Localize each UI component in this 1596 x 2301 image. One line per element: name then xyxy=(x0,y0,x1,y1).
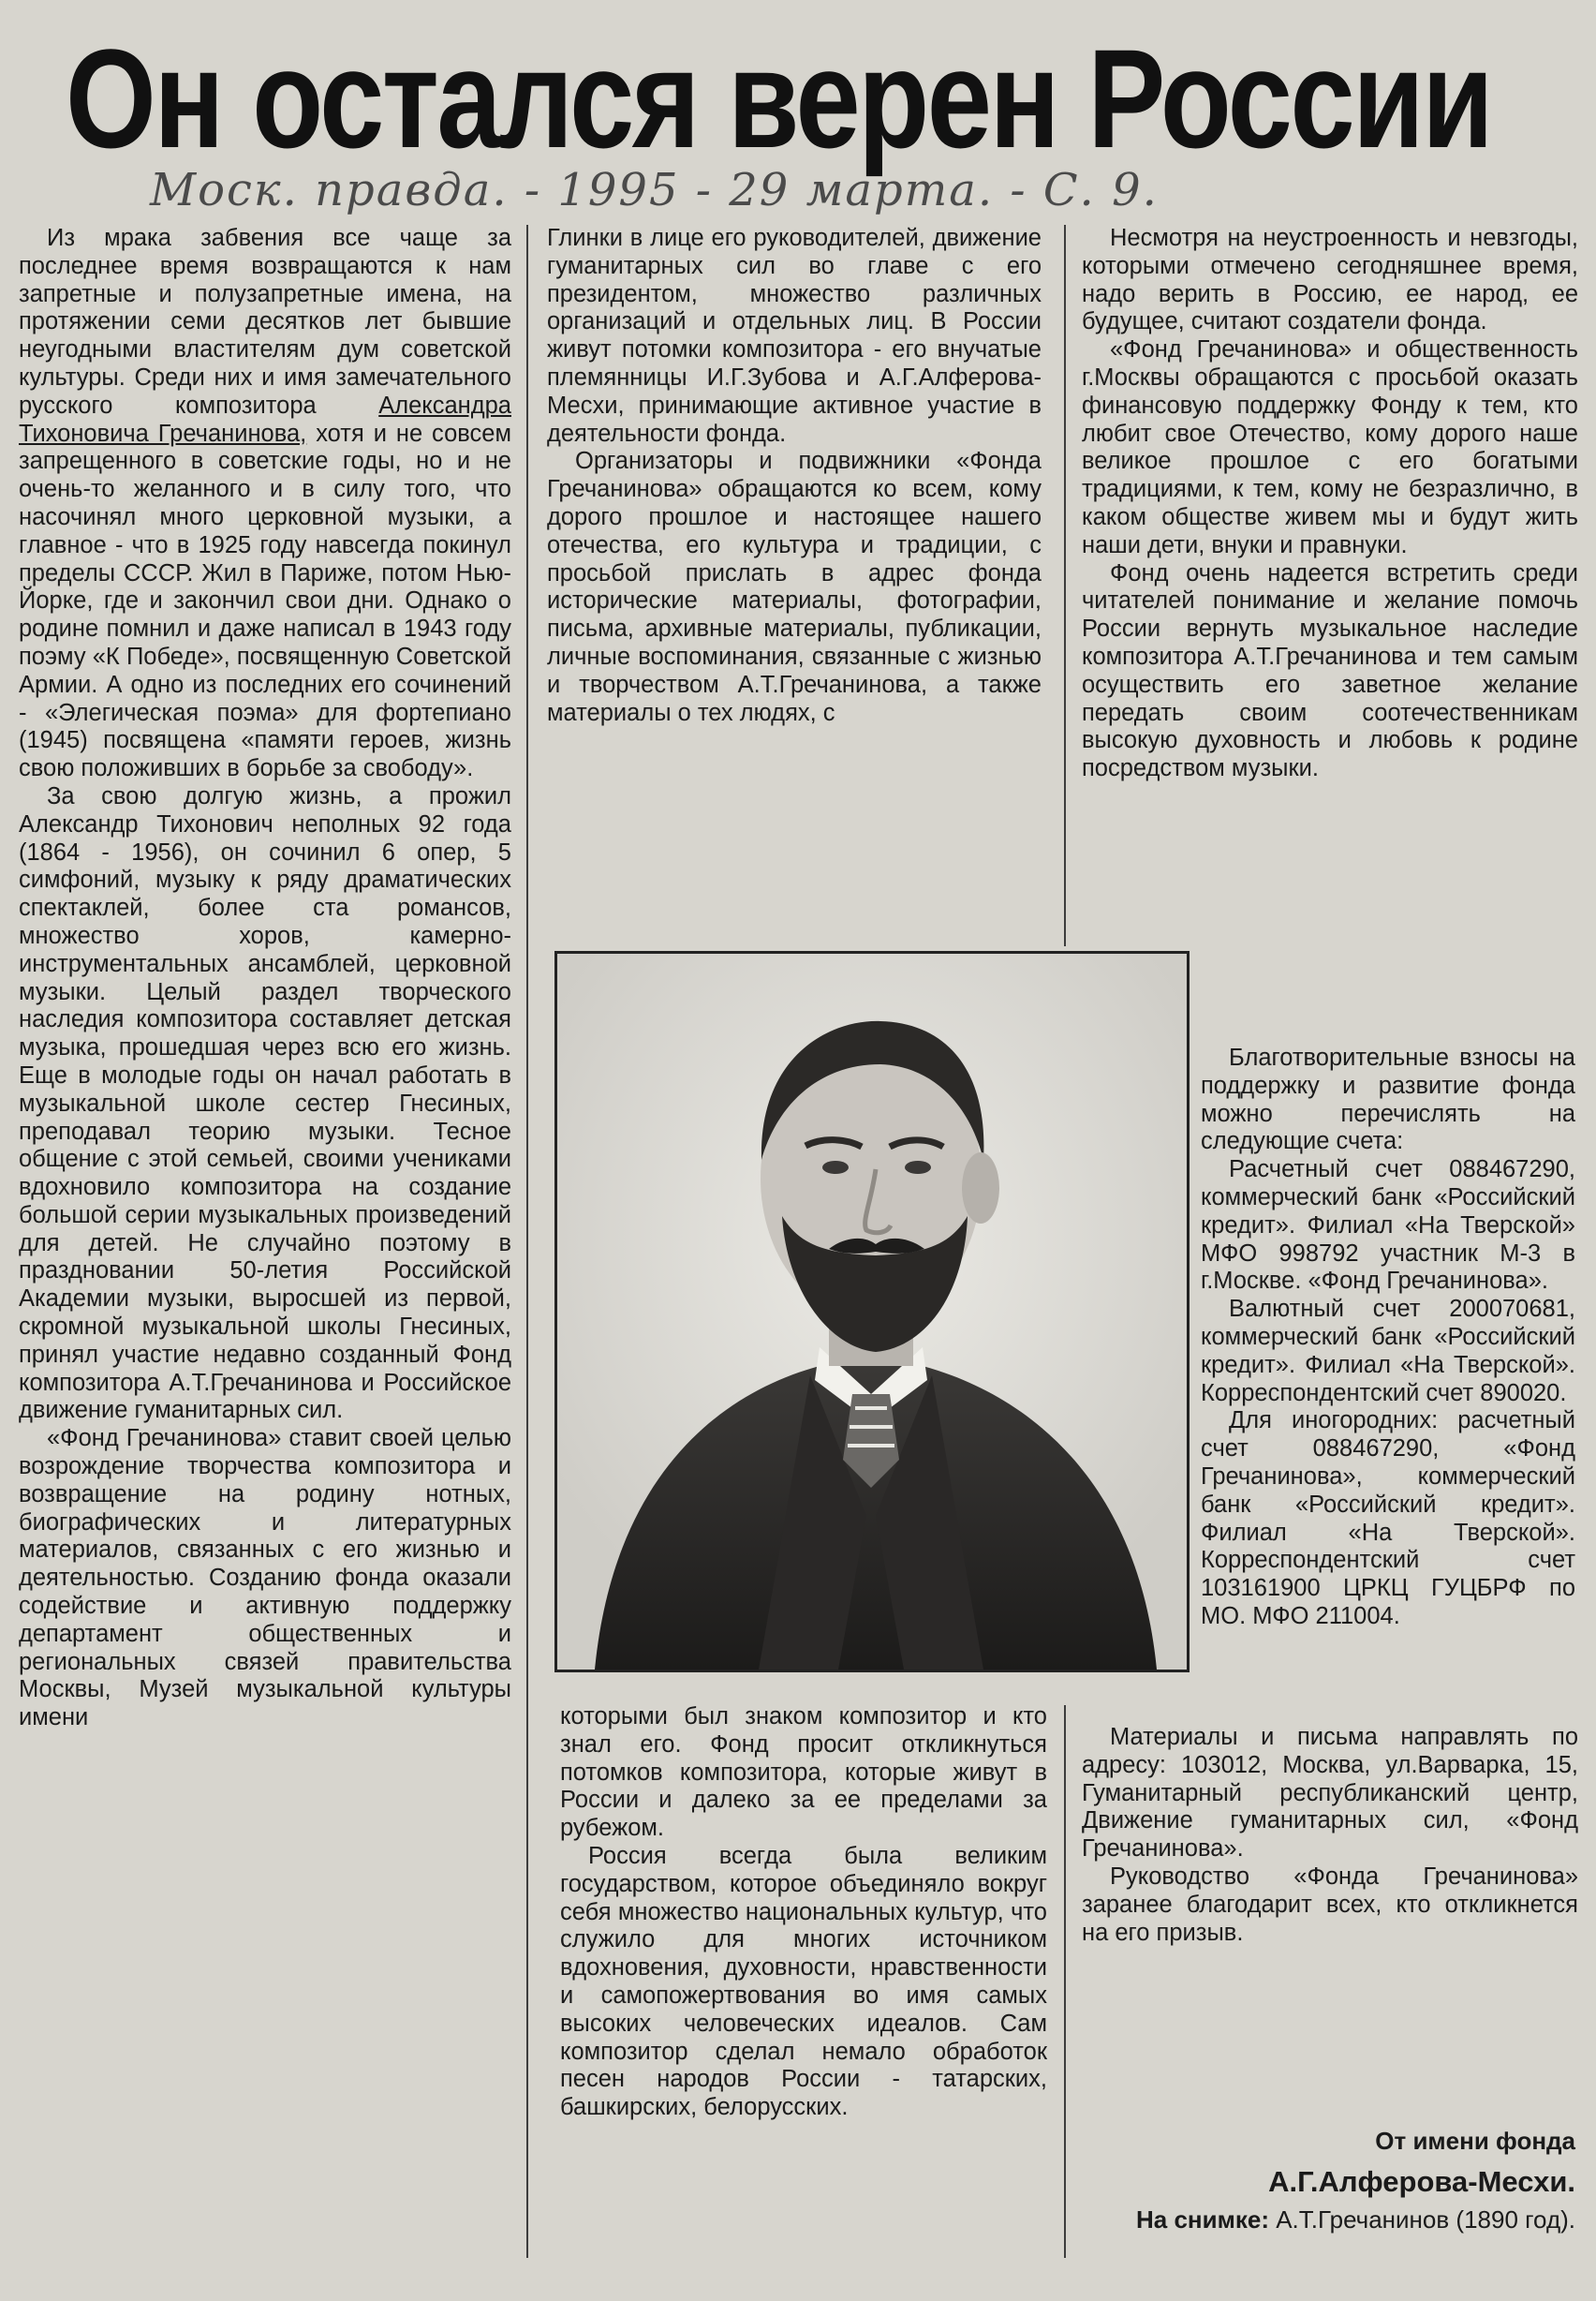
column-2-top xyxy=(547,225,1042,727)
col1-p1-text-b: хотя и не совсем запрещенного в советские годы, но и не очень-то желанного и в силу того, что насочинял много церковной музыки, а главное - что в 1925 году навсегда покинул пределы СССР. Жил в Париже, потом Нью-Йорке, где и закончил свои дни. Однако о родине помнил и даже написал в 1943 году поэму «К Победе», посвященную Советской Армии. А одно из последних его сочинений - «Элегическая поэма» для фортепиано (1945) посвящена «памяти героев, жизнь свою положивших в борьбе за свободу». xyxy=(19,420,511,782)
author-name: А.Г.Алферова-Месхи. xyxy=(1268,2165,1575,2198)
underlined-name: Александра Тихоновича Гречанинова, xyxy=(19,392,511,447)
portrait-photo xyxy=(554,951,1190,1672)
column-divider-2 xyxy=(1064,225,1066,946)
caption-label: На снимке: xyxy=(1136,2205,1269,2234)
col3-paragraph-2: «Фонд Гречанинова» и общественность г.Москвы обращаются с просьбой оказать финансовую поддержку Фонду к тем, кто любит свое Отечество, кому дорого наше великое прошлое с его богатыми традициями, к тем, кому не безразлично, в каком обществе живем мы и будут жить наши дети, внуки и правнуки. xyxy=(1082,336,1578,558)
column-divider-3 xyxy=(1064,1705,1066,2258)
signature-on-behalf xyxy=(1082,2127,1575,2155)
column-1 xyxy=(19,225,511,1732)
col2-paragraph-1: Глинки в лице его руководителей, движение гуманитарных сил во главе с его президентом, множество различных организаций и отдельных лиц. В России живут потомки композитора - его внучатые племянницы И.Г.Зубова и А.Г.Алферова-Месхи, принимающие активное участие в деятельности фонда. xyxy=(547,225,1042,447)
col1-paragraph-2: За свою долгую жизнь, а прожил Александр Тихонович неполных 92 года (1864 - 1956), он сочинил 6 опер, 5 симфоний, музыку к ряду драматических спектаклей, более ста романсов, множество хоров, камерно-инструментальных ансамблей, церковной музыки. Целый раздел творческого наследия композитора составляет детская музыка, прошедшая через всю его жизнь. Еще в молодые годы он начал работать в музыкальной школе сестер Гнесиных, преподавал теорию музыки. Тесное общение с этой семьей, своими учениками вдохновило композитора на создание большой серии музыкальных произведений для детей. Не случайно поэтому в праздновании 50-летия Российской Академии музыки, выросшей из первой, скромной музыкальной школы Гнесиных, принял участие недавно созданный Фонд композитора А.Т.Гречанинова и Российское движение гуманитарных сил. xyxy=(19,782,511,1424)
column-2-bottom xyxy=(560,1703,1047,2122)
handwritten-source-note: Моск. правда. - 1995 - 29 марта. - С. 9. xyxy=(150,164,1159,216)
on-behalf-text: От имени фонда xyxy=(1375,2127,1575,2155)
ear xyxy=(962,1152,999,1224)
col1-p1-text-a: Из мрака забвения все чаще за последнее время возвращаются к нам запретные и полузапретные имена, на протяжении семи десятков лет бывшие неугодными властителям дум советской культуры. Среди них и имя замечательного русского композитора xyxy=(19,225,511,419)
col3-paragraph-9: Руководство «Фонда Гречанинова» заранее благодарит всех, кто откликнется на его призыв. xyxy=(1082,1863,1578,1946)
col2-paragraph-3: которыми был знаком композитор и кто знал его. Фонд просит откликнуться потомков композитора, которые живут в России и далеко за ее пределами за рубежом. xyxy=(560,1703,1047,1842)
column-divider-1 xyxy=(526,225,528,2258)
col3-paragraph-5: Расчетный счет 088467290, коммерческий банк «Российский кредит». Филиал «На Тверской» МФО 998792 участник М-3 в г.Москве. «Фонд Гречанинова». xyxy=(1201,1156,1575,1295)
col3-paragraph-7: Для иногородних: расчетный счет 088467290, «Фонд Гречанинова», коммерческий банк «Российский кредит». Филиал «На Тверской». Корреспондентский счет 103161900 ЦРКЦ ГУЦБРФ по МО. МФО 211004. xyxy=(1201,1407,1575,1629)
left-eye xyxy=(822,1161,849,1174)
photo-caption xyxy=(1082,2205,1575,2234)
col3-paragraph-6: Валютный счет 200070681, коммерческий банк «Российский кредит». Филиал «На Тверской». Корреспондентский счет 890020. xyxy=(1201,1296,1575,1406)
article-headline: Он остался верен России xyxy=(66,20,1492,177)
column-3-tail xyxy=(1082,1724,1578,1947)
col3-paragraph-4: Благотворительные взносы на поддержку и развитие фонда можно перечислять на следующие счета: xyxy=(1201,1045,1575,1155)
col3-paragraph-1: Несмотря на неустроенность и невзгоды, которыми отмечено сегодняшнее время, надо верить в Россию, ее народ, ее будущее, считают создатели фонда. xyxy=(1082,225,1578,335)
col3-paragraph-8: Материалы и письма направлять по адресу: 103012, Москва, ул.Варварка, 15, Гуманитарный республиканский центр, Движение гуманитарных сил, «Фонд Гречанинова». xyxy=(1082,1724,1578,1863)
col1-paragraph-3: «Фонд Гречанинова» ставит своей целью возрождение творчества композитора и возвращение на родину нотных, биографических и литературных материалов, связанных с его жизнью и деятельностью. Созданию фонда оказали содействие и активную поддержку департамент общественных и региональных связей правительства Москвы, Музей музыкальной культуры имени xyxy=(19,1425,511,1731)
right-eye xyxy=(905,1161,931,1174)
col1-paragraph-1 xyxy=(19,225,511,783)
portrait-illustration xyxy=(557,954,1187,1670)
caption-text: А.Т.Гречанинов (1890 год). xyxy=(1268,2205,1575,2234)
col3-paragraph-3: Фонд очень надеется встретить среди читателей понимание и желание помочь России вернуть музыкальное наследие композитора А.Т.Гречанинова и тем самым осуществить его заветное желание передать своим соотечественникам высокую духовность и любовь к родине посредством музыки. xyxy=(1082,559,1578,782)
col2-paragraph-4: Россия всегда была великим государством, которое объединяло вокруг себя множество национальных культур, что служило для многих источником вдохновения, духовности, нравственности и самопожертвования во имя самых высоких человеческих идеалов. Сам композитор сделал немало обработок песен народов России - татарских, башкирских, белорусских. xyxy=(560,1842,1047,2121)
column-3 xyxy=(1082,225,1578,783)
column-3-accounts xyxy=(1201,1045,1575,1631)
signature-author xyxy=(1082,2166,1575,2198)
col2-paragraph-2: Организаторы и подвижники «Фонда Гречанинова» обращаются ко всем, кому дорого прошлое и настоящее нашего отечества, его культура и традиции, с просьбой прислать в адрес фонда исторические материалы, фотографии, письма, архивные материалы, публикации, личные воспоминания, связанные с жизнью и творчеством А.Т.Гречанинова, а также материалы о тех людях, с xyxy=(547,448,1042,726)
